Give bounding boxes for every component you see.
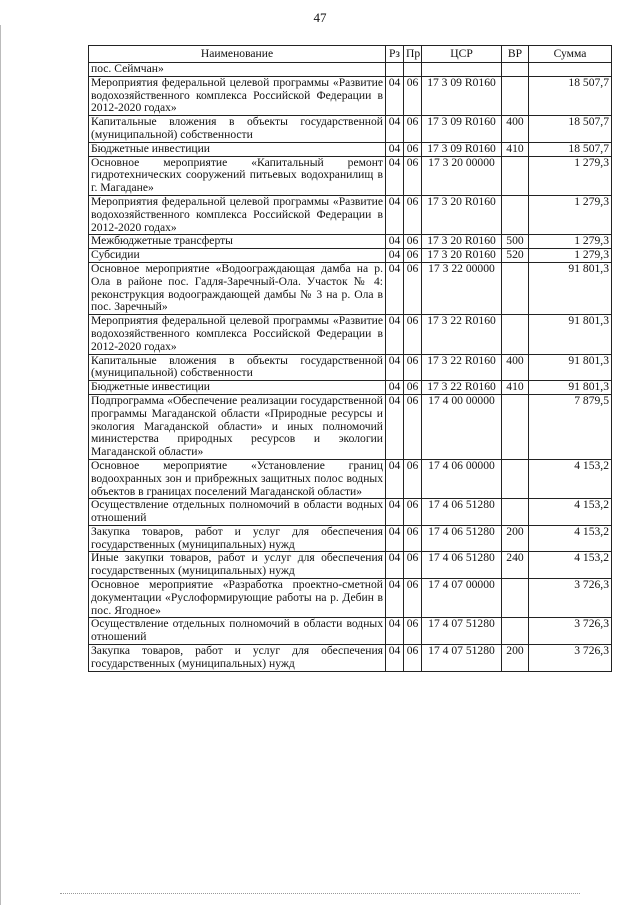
cell-pr: 06: [404, 142, 422, 156]
cell-vr: 500: [502, 235, 529, 249]
cell-vr: [502, 195, 529, 234]
table-row: [89, 552, 612, 579]
cell-vr: [502, 262, 529, 314]
table-row: [89, 579, 612, 618]
cell-rz: 04: [386, 618, 404, 645]
table-row: [89, 525, 612, 552]
cell-pr: 06: [404, 579, 422, 618]
cell-pr: 06: [404, 116, 422, 143]
cell-pr: 06: [404, 76, 422, 115]
cell-sum: 3 726,3: [529, 579, 612, 618]
cell-name: Осуществление отдельных полномочий в области водных отношений: [89, 499, 386, 526]
cell-rz: 04: [386, 459, 404, 498]
cell-vr: [502, 63, 529, 77]
cell-csr: 17 4 07 51280: [422, 645, 502, 672]
cell-sum: 3 726,3: [529, 618, 612, 645]
cell-csr: 17 4 06 51280: [422, 552, 502, 579]
header-csr: ЦСР: [422, 46, 502, 63]
cell-name: Мероприятия федеральной целевой программы «Развитие водохозяйственного комплекса Российской Федерации в 2012-2020 годах»: [89, 195, 386, 234]
cell-name: Основное мероприятие «Разработка проектно-сметной документации «Руслоформирующие работы на р. Дебин в пос. Ягодное»: [89, 579, 386, 618]
cell-vr: [502, 459, 529, 498]
cell-name: Субсидии: [89, 249, 386, 263]
cell-rz: 04: [386, 116, 404, 143]
table-row: [89, 459, 612, 498]
cell-vr: [502, 156, 529, 195]
table-row: [89, 394, 612, 459]
cell-rz: 04: [386, 195, 404, 234]
header-rz: Рз: [386, 46, 404, 63]
cell-pr: 06: [404, 354, 422, 381]
cell-sum: 18 507,7: [529, 76, 612, 115]
header-pr: Пр: [404, 46, 422, 63]
cell-pr: 06: [404, 235, 422, 249]
table-row: [89, 116, 612, 143]
table-row: [89, 618, 612, 645]
cell-name: Бюджетные инвестиции: [89, 381, 386, 395]
cell-vr: 410: [502, 142, 529, 156]
page-number: 47: [313, 10, 327, 25]
cell-rz: 04: [386, 315, 404, 354]
header-sum: Сумма: [529, 46, 612, 63]
budget-table: [88, 45, 612, 672]
cell-sum: 91 801,3: [529, 262, 612, 314]
cell-csr: 17 4 06 00000: [422, 459, 502, 498]
cell-name: пос. Сеймчан»: [89, 63, 386, 77]
cell-pr: 06: [404, 618, 422, 645]
cell-vr: [502, 618, 529, 645]
cell-rz: 04: [386, 552, 404, 579]
cell-sum: 91 801,3: [529, 381, 612, 395]
cell-rz: 04: [386, 142, 404, 156]
cell-pr: 06: [404, 394, 422, 459]
cell-rz: 04: [386, 156, 404, 195]
cell-vr: 400: [502, 116, 529, 143]
table-row: [89, 235, 612, 249]
cell-csr: 17 3 09 R0160: [422, 142, 502, 156]
cell-name: Закупка товаров, работ и услуг для обеспечения государственных (муниципальных) нужд: [89, 645, 386, 672]
header-vr: ВР: [502, 46, 529, 63]
cell-rz: 04: [386, 76, 404, 115]
table-row: [89, 63, 612, 77]
cell-sum: [529, 63, 612, 77]
cell-sum: 1 279,3: [529, 249, 612, 263]
cell-csr: 17 3 22 R0160: [422, 315, 502, 354]
scan-bottom-line: [60, 893, 580, 894]
cell-name: Мероприятия федеральной целевой программы «Развитие водохозяйственного комплекса Российской Федерации в 2012-2020 годах»: [89, 315, 386, 354]
cell-csr: 17 3 09 R0160: [422, 76, 502, 115]
cell-csr: 17 3 20 R0160: [422, 249, 502, 263]
cell-vr: 410: [502, 381, 529, 395]
cell-vr: 200: [502, 525, 529, 552]
cell-pr: 06: [404, 552, 422, 579]
table-body: [89, 63, 612, 672]
table-row: [89, 499, 612, 526]
cell-vr: [502, 315, 529, 354]
cell-rz: 04: [386, 354, 404, 381]
table-row: [89, 381, 612, 395]
table-row: [89, 76, 612, 115]
cell-pr: 06: [404, 525, 422, 552]
table-row: [89, 195, 612, 234]
cell-csr: 17 3 22 R0160: [422, 381, 502, 395]
cell-pr: 06: [404, 249, 422, 263]
cell-rz: 04: [386, 381, 404, 395]
cell-pr: 06: [404, 459, 422, 498]
cell-csr: 17 3 22 R0160: [422, 354, 502, 381]
cell-name: Мероприятия федеральной целевой программы «Развитие водохозяйственного комплекса Российской Федерации в 2012-2020 годах»: [89, 76, 386, 115]
cell-vr: 400: [502, 354, 529, 381]
cell-rz: [386, 63, 404, 77]
cell-rz: 04: [386, 235, 404, 249]
table-row: [89, 262, 612, 314]
cell-rz: 04: [386, 525, 404, 552]
cell-pr: 06: [404, 499, 422, 526]
cell-csr: 17 3 20 R0160: [422, 235, 502, 249]
cell-name: Межбюджетные трансферты: [89, 235, 386, 249]
cell-name: Капитальные вложения в объекты государственной (муниципальной) собственности: [89, 116, 386, 143]
cell-name: Основное мероприятие «Капитальный ремонт гидротехнических сооружений питьевых водохранилищ в г. Магадане»: [89, 156, 386, 195]
cell-rz: 04: [386, 499, 404, 526]
cell-pr: 06: [404, 195, 422, 234]
cell-name: Бюджетные инвестиции: [89, 142, 386, 156]
cell-vr: 520: [502, 249, 529, 263]
cell-name: Закупка товаров, работ и услуг для обеспечения государственных (муниципальных) нужд: [89, 525, 386, 552]
cell-vr: 240: [502, 552, 529, 579]
cell-name: Осуществление отдельных полномочий в области водных отношений: [89, 618, 386, 645]
cell-pr: 06: [404, 262, 422, 314]
cell-sum: 91 801,3: [529, 354, 612, 381]
cell-pr: [404, 63, 422, 77]
table-row: [89, 315, 612, 354]
cell-rz: 04: [386, 249, 404, 263]
cell-sum: 1 279,3: [529, 235, 612, 249]
cell-sum: 1 279,3: [529, 195, 612, 234]
cell-sum: 7 879,5: [529, 394, 612, 459]
table-row: [89, 142, 612, 156]
cell-pr: 06: [404, 156, 422, 195]
cell-vr: [502, 76, 529, 115]
cell-rz: 04: [386, 262, 404, 314]
cell-name: Иные закупки товаров, работ и услуг для обеспечения государственных (муниципальных) нужд: [89, 552, 386, 579]
cell-sum: 18 507,7: [529, 116, 612, 143]
cell-rz: 04: [386, 579, 404, 618]
table-header-row: [89, 46, 612, 63]
table-row: [89, 645, 612, 672]
cell-sum: 4 153,2: [529, 499, 612, 526]
cell-rz: 04: [386, 645, 404, 672]
table-row: [89, 354, 612, 381]
cell-vr: [502, 394, 529, 459]
scan-margin-line: [0, 25, 3, 905]
cell-csr: 17 4 06 51280: [422, 525, 502, 552]
cell-pr: 06: [404, 315, 422, 354]
cell-csr: 17 3 22 00000: [422, 262, 502, 314]
cell-name: Основное мероприятие «Установление границ водоохранных зон и прибрежных защитных полос водных объектов в границах поселений Магаданской области»: [89, 459, 386, 498]
cell-name: Основное мероприятие «Водоограждающая дамба на р. Ола в районе пос. Гадля-Заречный-Ола. Участок № 4: реконструкция водоограждающей дамбы № 3 на р. Ола в пос. Заречный»: [89, 262, 386, 314]
header-name: Наименование: [89, 46, 386, 63]
cell-sum: 4 153,2: [529, 552, 612, 579]
cell-csr: 17 4 07 00000: [422, 579, 502, 618]
cell-vr: 200: [502, 645, 529, 672]
table-row: [89, 156, 612, 195]
cell-sum: 3 726,3: [529, 645, 612, 672]
cell-csr: 17 3 20 00000: [422, 156, 502, 195]
cell-rz: 04: [386, 394, 404, 459]
cell-name: Подпрограмма «Обеспечение реализации государственной программы Магаданской области «Природные ресурсы и экология Магаданской области» и иных полномочий министерства природных ресурсов и экологии Магаданской области»: [89, 394, 386, 459]
cell-sum: 4 153,2: [529, 525, 612, 552]
cell-pr: 06: [404, 645, 422, 672]
cell-name: Капитальные вложения в объекты государственной (муниципальной) собственности: [89, 354, 386, 381]
cell-csr: [422, 63, 502, 77]
cell-pr: 06: [404, 381, 422, 395]
cell-sum: 91 801,3: [529, 315, 612, 354]
cell-csr: 17 3 20 R0160: [422, 195, 502, 234]
cell-sum: 18 507,7: [529, 142, 612, 156]
cell-csr: 17 4 00 00000: [422, 394, 502, 459]
table-row: [89, 249, 612, 263]
cell-csr: 17 4 06 51280: [422, 499, 502, 526]
cell-csr: 17 3 09 R0160: [422, 116, 502, 143]
cell-vr: [502, 499, 529, 526]
cell-sum: 4 153,2: [529, 459, 612, 498]
cell-csr: 17 4 07 51280: [422, 618, 502, 645]
cell-vr: [502, 579, 529, 618]
cell-sum: 1 279,3: [529, 156, 612, 195]
